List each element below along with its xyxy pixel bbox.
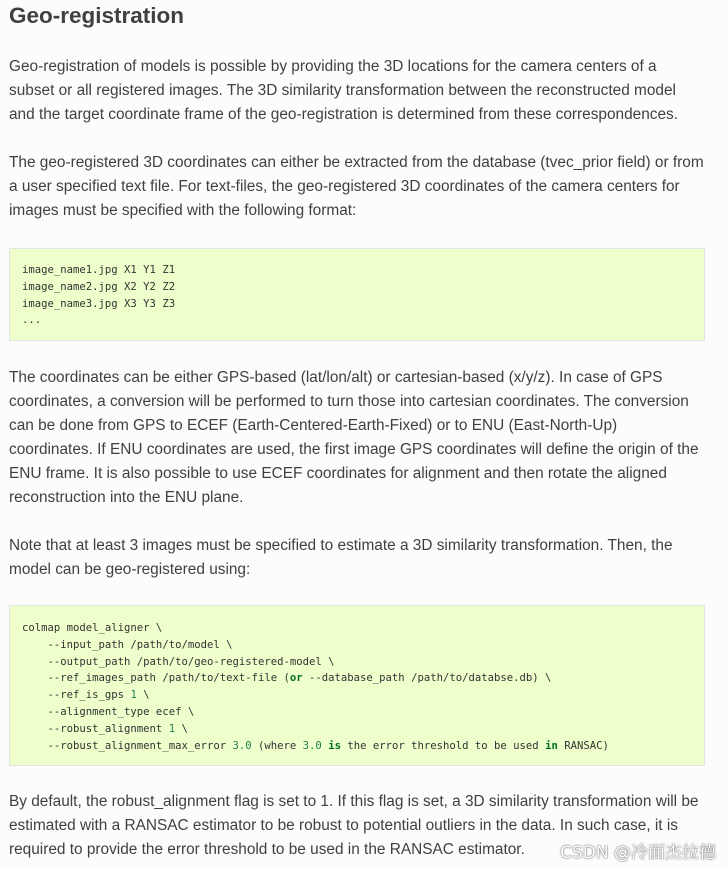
code-text: --robust_alignment_max_error xyxy=(22,739,233,752)
paragraph-coordinate-types: The coordinates can be either GPS-based (lat/lon/alt) or cartesian-based (x/y/z). In case of GPS coordinates, a conversion will be performed to turn those into cartesian coordinates. The conversion can be done from GPS to ECEF (Earth-Centered-Earth-Fixed) or to ENU (East-North-Up) coordinates. If ENU coordinates are used, the first image GPS coordinates will define the origin of the ENU frame. It is also possible to use ECEF coordinates for alignment and then rotate the aligned reconstruction into the ENU plane. xyxy=(9,369,699,506)
paragraph-robust-alignment: By default, the robust_alignment flag is set to 1. If this flag is set, a 3D similarity transformation will be estimated with a RANSAC estimator to be robust to potential outliers in the data. In such case, it is required to provide the error threshold to be used in the RANSAC estimator. xyxy=(9,793,699,858)
code-number: 1 xyxy=(130,689,137,702)
code-line xyxy=(22,740,609,752)
code-number: 1 xyxy=(168,722,176,735)
code-line: --output_path /path/to/geo-registered-model \ xyxy=(22,655,335,668)
code-line: --input_path /path/to/model \ xyxy=(22,638,233,651)
code-line: image_name2.jpg X2 Y2 Z2 xyxy=(22,280,176,293)
code-line: --alignment_type ecef \ xyxy=(22,705,195,718)
code-keyword: or xyxy=(289,672,303,685)
code-number: 3.0 xyxy=(232,739,252,752)
paragraph-intro: Geo-registration of models is possible by providing the 3D locations for the camera centers of a subset or all registered images. The 3D similarity transformation between the reconstructed model and the target coordinate frame of the geo-registration is determined from these correspondences. xyxy=(9,58,679,123)
code-line: ... xyxy=(22,314,42,327)
code-block-command[interactable] xyxy=(9,605,705,766)
code-block-format[interactable] xyxy=(9,248,705,341)
code-line xyxy=(22,723,188,735)
section-title: Geo-registration xyxy=(9,3,185,28)
code-line: image_name3.jpg X3 Y3 Z3 xyxy=(22,297,176,310)
code-line: colmap model_aligner \ xyxy=(22,622,163,634)
code-line xyxy=(22,672,551,684)
paragraph-min-images: Note that at least 3 images must be specified to estimate a 3D similarity transformation. Then, the model can be geo-registered using: xyxy=(9,537,673,578)
code-number: 3.0 xyxy=(302,739,322,752)
code-text: \ xyxy=(175,722,188,735)
code-text: --robust_alignment xyxy=(22,722,169,735)
code-line xyxy=(22,689,150,701)
code-text: \ xyxy=(136,689,150,702)
code-text: --database_path /path/to/databse.db) \ xyxy=(302,672,552,685)
code-keyword: in xyxy=(545,739,558,752)
code-text: --ref_images_path /path/to/text-file ( xyxy=(22,672,290,685)
watermark: CSDN @冷面杰拉德 xyxy=(560,843,716,863)
code-line: image_name1.jpg X1 Y1 Z1 xyxy=(22,264,176,276)
code-text: (where xyxy=(251,739,303,752)
paragraph-coordinate-source: The geo-registered 3D coordinates can either be extracted from the database (tvec_prior field) or from a user specified text file. For text-files, the geo-registered 3D coordinates of the camera centers for images must be specified with the following format: xyxy=(9,154,704,219)
code-keyword: is xyxy=(328,739,341,752)
code-text: --ref_is_gps xyxy=(22,689,131,702)
code-text: RANSAC) xyxy=(557,739,609,752)
code-text: the error threshold to be used xyxy=(340,739,546,752)
